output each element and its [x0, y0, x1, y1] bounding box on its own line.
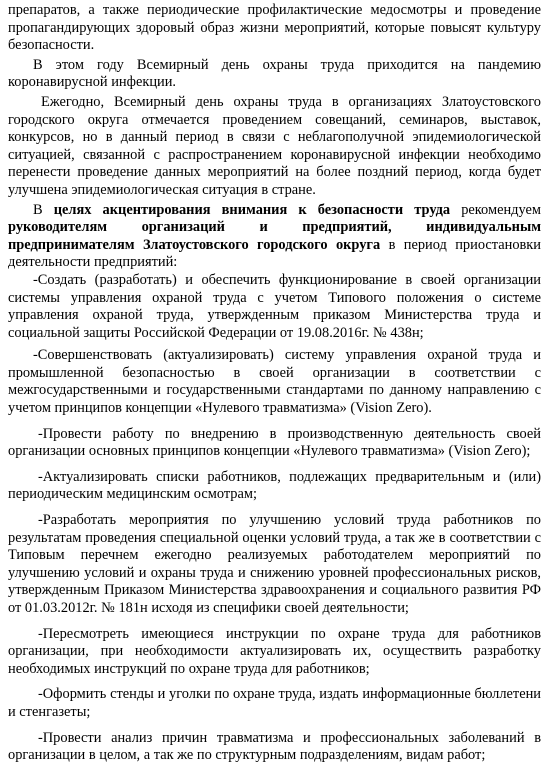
paragraph-annual-events: Ежегодно, Всемирный день охраны труда в организациях Златоустовского городского округа отмечается проведением совещаний, семинаров, выставок, конкурсов, но в данный период в связи с неблагополучной эпидемиологической ситуацией, связанной с распространением коронавирусной инфекции необходимо перенести проведение данных мероприятий на более поздний период, когда будет улучшена эпидемиологическая ситуация в стране.	[8, 93, 541, 198]
list-item: -Провести работу по внедрению в производственную деятельность своей организации основных принципов концепции «Нулевого травматизма» (Vision Zero);	[8, 425, 541, 460]
list-item: -Создать (разработать) и обеспечить функционирование в своей организации системы управления охраной труда с учетом Типового положения о системе управления охраной труда, утвержденным приказом Министерства труда и социальной защиты Российской Федерации от 19.08.2016г. № 438н;	[8, 271, 541, 341]
paragraph-recommendation	[8, 202, 541, 272]
recommendation-bold-addressees: руководителям организаций и предприятий, индивидуальным предпринимателям Златоустовского городского округа	[8, 219, 541, 253]
list-item: -Пересмотреть имеющиеся инструкции по охране труда для работников организации, при необходимости актуализировать их, осуществить разработку необходимых инструкций по охране труда для работников;	[8, 625, 541, 677]
list-item: -Актуализировать списки работников, подлежащих предварительным и (или) периодическим медицинским осмотрам;	[8, 468, 541, 503]
recommendation-mid: рекомендуем	[450, 201, 541, 218]
paragraph-pandemic: В этом году Всемирный день охраны труда приходится на пандемию коронавирусной инфекции.	[8, 56, 541, 91]
list-item: -Разработать мероприятия по улучшению условий труда работников по результатам проведения специальной оценки условий труда, а так же в соответствии с Типовым перечнем ежегодно реализуемых работодателем мероприятий по улучшению условий и охраны труда и снижению уровней профессиональных рисков, утвержденным Приказом Министерства здравоохранения и социального развития РФ от 01.03.2012г. № 181н исходя из специфики своей деятельности;	[8, 512, 541, 616]
recommendation-tail: в период приостановки деятельности предприятий:	[8, 236, 542, 271]
list-item: -Совершенствовать (актуализировать) систему управления охраной труда и промышленной безопасностью в своей организации в соответствии с межгосударственными и государственными стандартами по данному направлению с учетом принципов концепции «Нулевого травматизма» (Vision Zero).	[8, 347, 541, 417]
recommendation-lead: В	[33, 201, 54, 218]
list-item: -Провести анализ причин травматизма и профессиональных заболеваний в организации в целом, а так же по структурным подразделениям, видам работ;	[8, 729, 541, 764]
list-item: -Оформить стенды и уголки по охране труда, издать информационные бюллетени и стенгазеты;	[8, 686, 541, 720]
recommendation-bold-purpose: целях акцентирования внимания к безопасности труда	[53, 201, 451, 218]
paragraph-intro-continuation: препаратов, а также периодические профилактические медосмотры и проведение пропагандирующих здоровый образ жизни мероприятий, которые повысят культуру безопасности.	[8, 2, 541, 54]
